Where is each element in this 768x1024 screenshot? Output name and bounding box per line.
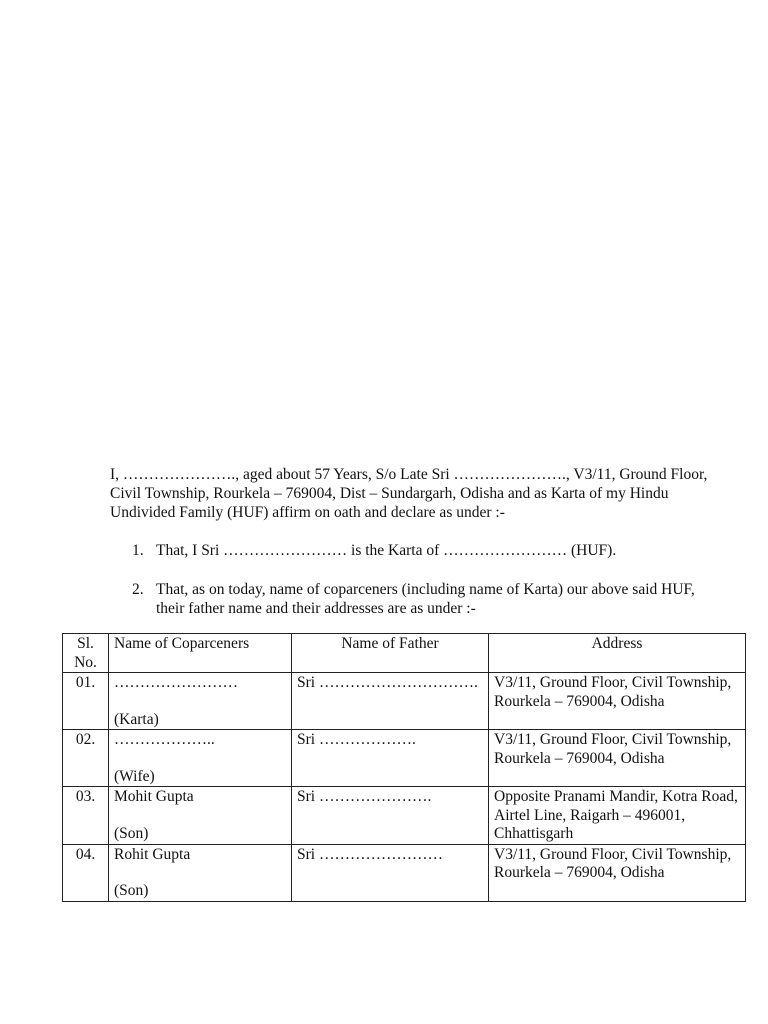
header-name-of-coparceners: Name of Coparceners	[109, 634, 292, 673]
row-father: Sri ………………………….	[292, 673, 489, 730]
row-sl-no: 01.	[63, 673, 109, 730]
row-name-cell	[109, 673, 292, 730]
table-row	[63, 844, 746, 901]
row-name: Rohit Gupta	[114, 845, 191, 863]
row-relation: (Karta)	[114, 710, 159, 728]
row-address: V3/11, Ground Floor, Civil Township, Rourkela – 769004, Odisha	[489, 673, 746, 730]
point-2-text: That, as on today, name of coparceners (including name of Karta) our above said HUF, their father name and their addresses are as under :-	[156, 581, 695, 617]
row-name: ……………………	[114, 674, 238, 691]
row-address: V3/11, Ground Floor, Civil Township, Rourkela – 769004, Odisha	[489, 730, 746, 787]
point-2	[132, 580, 722, 618]
row-sl-no: 03.	[63, 787, 109, 845]
row-father: Sri ……………….	[292, 730, 489, 787]
point-1-number: 1.	[132, 542, 144, 559]
header-address: Address	[489, 634, 746, 673]
coparceners-table	[62, 633, 746, 902]
row-relation: (Son)	[114, 882, 149, 899]
intro-paragraph: I, …………………., aged about 57 Years, S/o Late Sri …………………., V3/11, Ground Floor, Civil Township, Rourkela – 769004, Dist – Sundargarh, Odisha and as Karta of my Hindu Undivided Family (HUF) affirm on oath and declare as under :-	[110, 466, 708, 521]
row-name: ………………..	[114, 731, 215, 748]
point-1-text: That, I Sri …………………… is the Karta of …………………… (HUF).	[156, 542, 617, 559]
table-header-row	[63, 634, 746, 673]
row-relation: (Son)	[114, 824, 149, 842]
row-relation: (Wife)	[114, 767, 155, 785]
row-name-cell	[109, 787, 292, 845]
row-sl-no: 02.	[63, 730, 109, 787]
row-sl-no: 04.	[63, 844, 109, 901]
row-father: Sri ……………………	[292, 844, 489, 901]
header-name-of-father: Name of Father	[292, 634, 489, 673]
table-row	[63, 787, 746, 845]
row-father: Sri ………………….	[292, 787, 489, 845]
row-name-cell	[109, 844, 292, 901]
row-name-cell	[109, 730, 292, 787]
row-address: V3/11, Ground Floor, Civil Township, Rourkela – 769004, Odisha	[489, 844, 746, 901]
row-name: Mohit Gupta	[114, 788, 194, 805]
point-2-number: 2.	[132, 581, 144, 598]
header-sl-no: Sl. No.	[63, 634, 109, 673]
table-row	[63, 673, 746, 730]
point-1	[132, 541, 722, 560]
row-address: Opposite Pranami Mandir, Kotra Road, Airtel Line, Raigarh – 496001, Chhattisgarh	[489, 787, 746, 845]
table-row	[63, 730, 746, 787]
